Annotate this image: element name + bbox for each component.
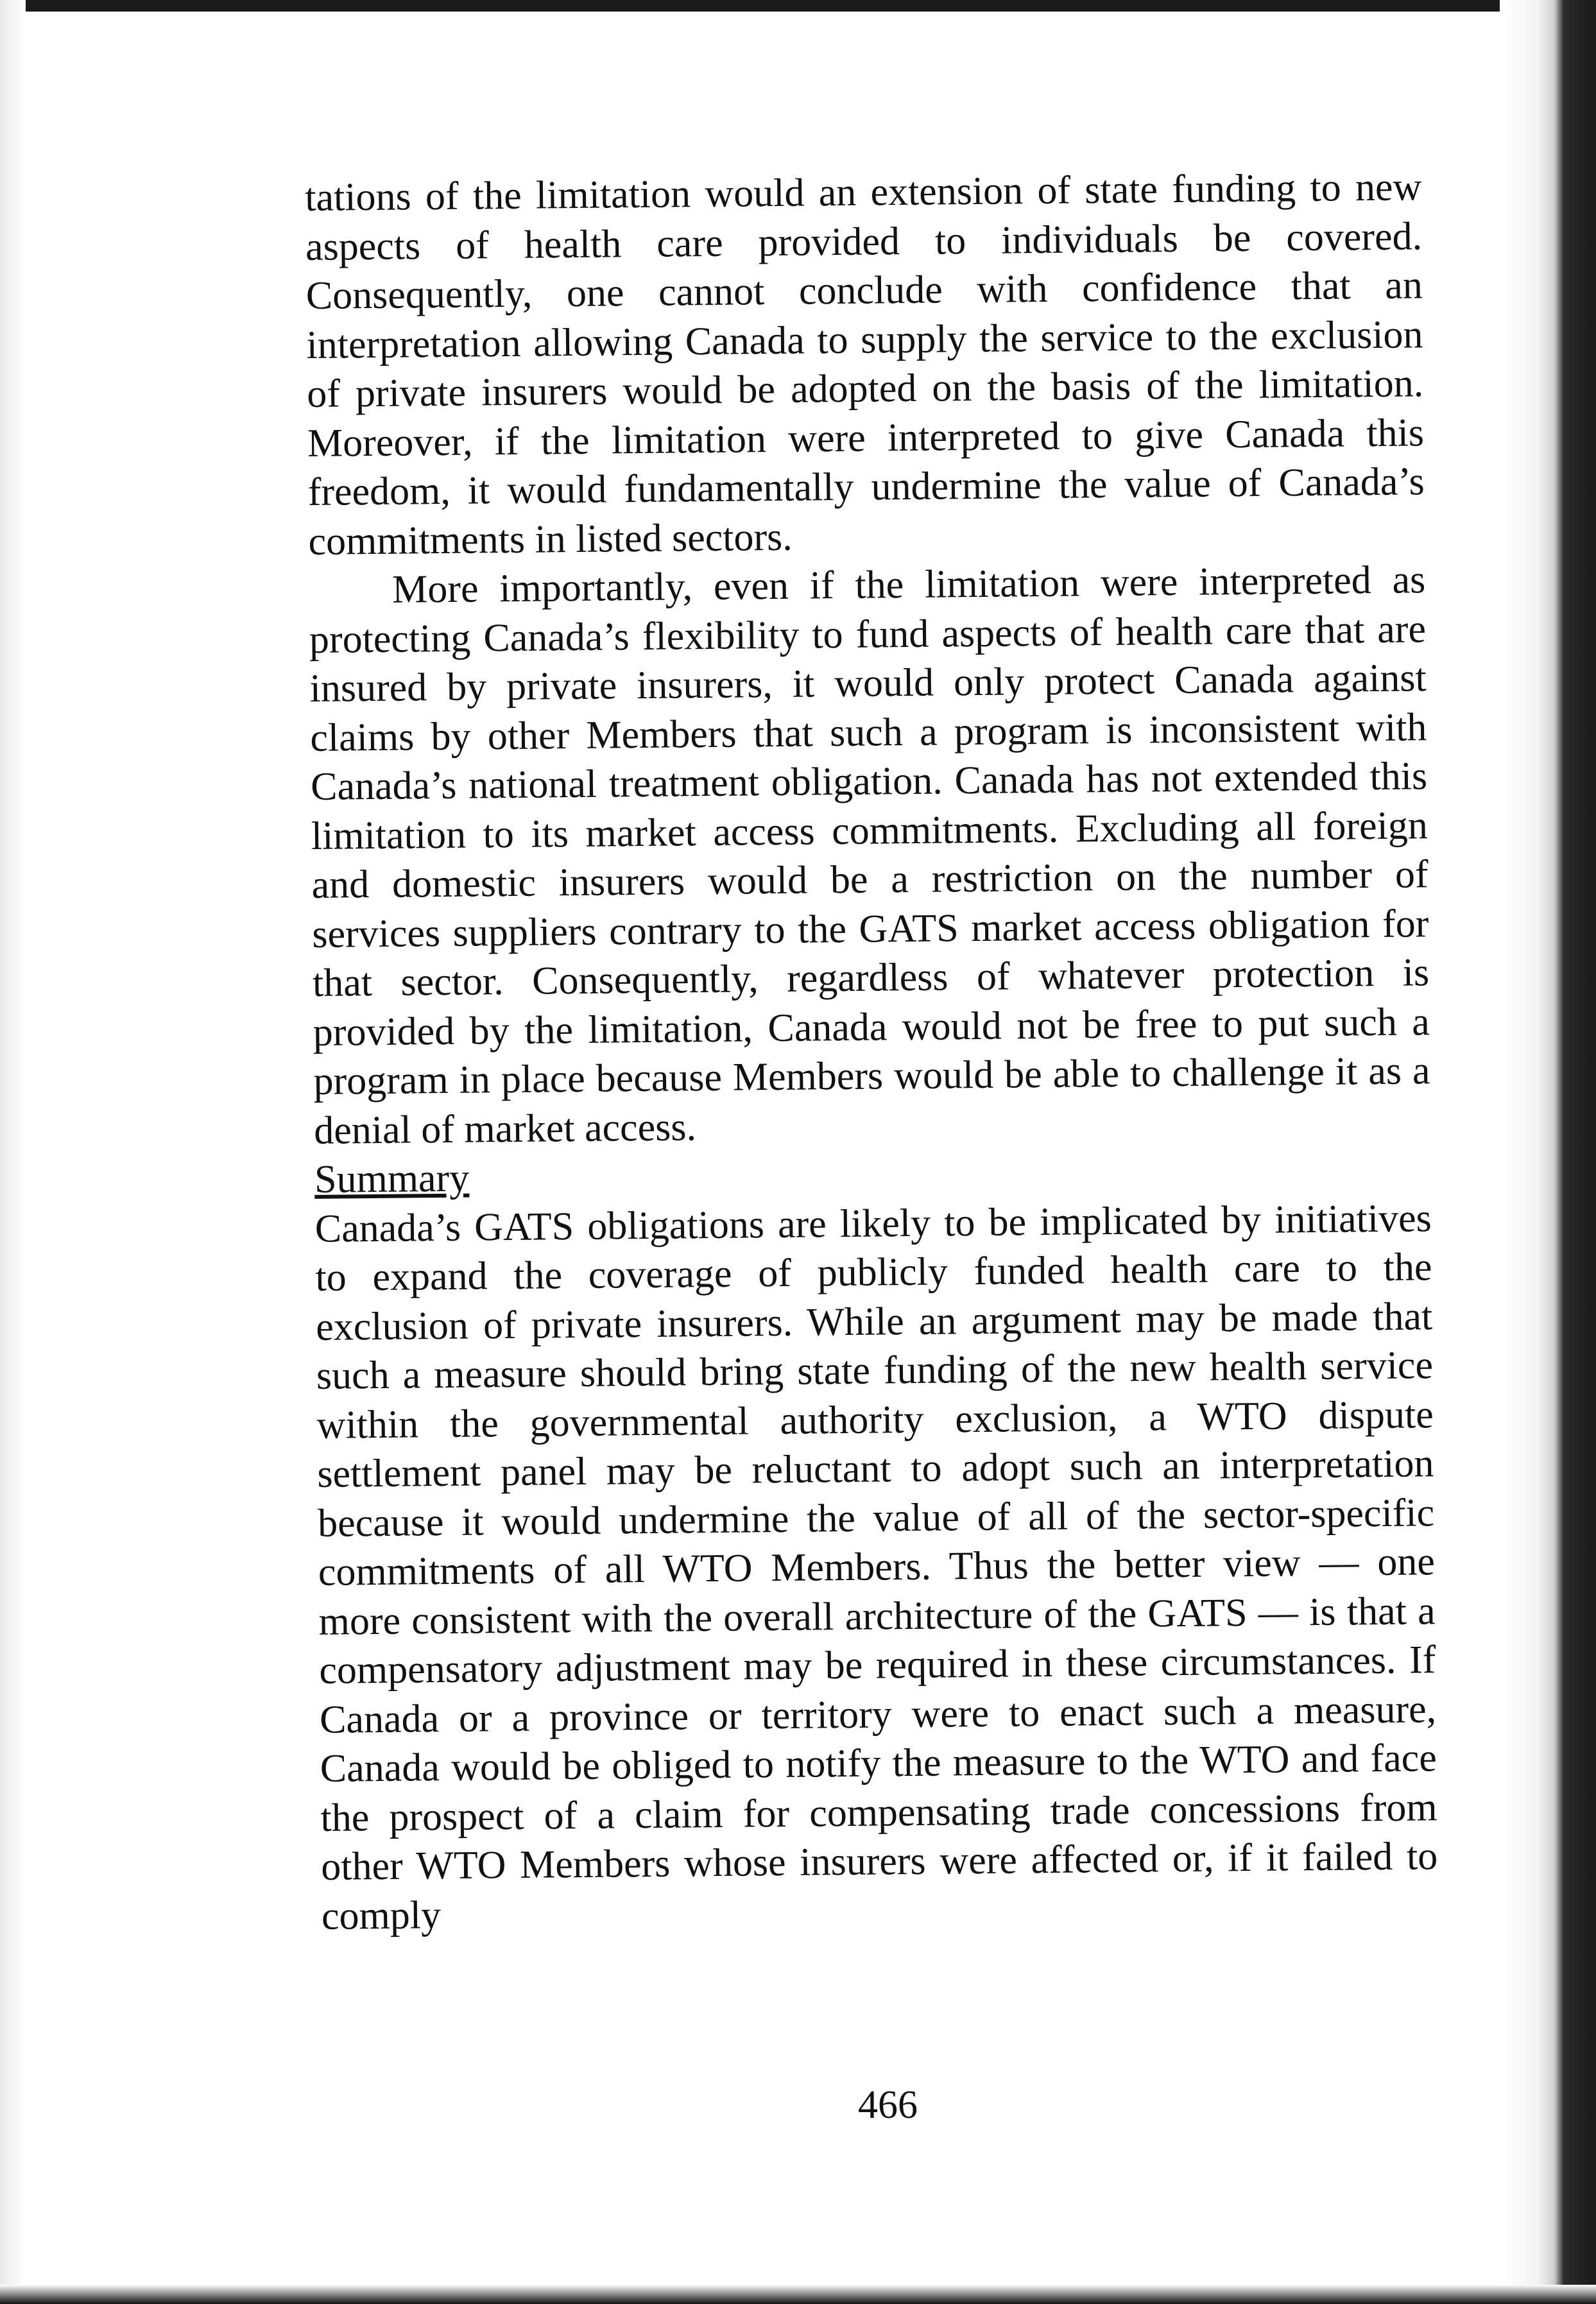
scan-top-edge [0,0,1596,12]
body-paragraph-2: More importantly, even if the limitation were interpreted as protecting Canada’s flexibility to fund aspects of health care that are insured by private insurers, it would only protect Canada against claims by other Members that such a program is inconsistent with Canada’s national treatment obligation. Canada has not extended this limitation to its market access commitments. Excluding all foreign and domestic insurers would be a restriction on the number of services suppliers contrary to the GATS market access obligation for that sector. Consequently, regardless of whatever protection is provided by the limitation, Canada would not be free to put such a program in place because Members would be able to challenge it as a denial of market access. [309,558,1430,1153]
page-body [305,162,1438,1941]
scan-right-edge [1500,0,1596,2304]
scan-left-edge [0,0,26,2304]
page-number: 466 [858,2083,918,2127]
scan-bottom-edge [0,2285,1596,2304]
section-heading: Summary [314,1156,470,1201]
body-paragraph-3: Canada’s GATS obligations are likely to be implicated by initiatives to expand the coverage of publicly funded health care to the exclusion of private insurers. While an argument may be made that such a measure should bring state funding of the new health service within the governmental authority exclusion, a WTO dispute settlement panel may be reluctant to adopt such an interpretation because it would undermine the value of all of the sector-specific commitments of all WTO Members. Thus the better view — one more consistent with the overall architecture of the GATS — is that a compensatory adjustment may be required in these circumstances. If Canada or a province or territory were to enact such a measure, Canada would be obliged to notify the measure to the WTO and face the prospect of a claim for compensating trade concessions from other WTO Members whose insurers were affected or, if it failed to comply [314,1196,1438,1938]
body-paragraph-1: tations of the limitation would an extension of state funding to new aspects of health care provided to individuals be covered. Consequently, one cannot conclude with confidence that an interpretation allowing Canada to supply the service to the exclusion of private insurers would be adopted on the basis of the limitation. Moreover, if the limitation were interpreted to give Canada this freedom, it would fundamentally undermine the value of Canada’s commitments in listed sectors. [305,165,1425,563]
